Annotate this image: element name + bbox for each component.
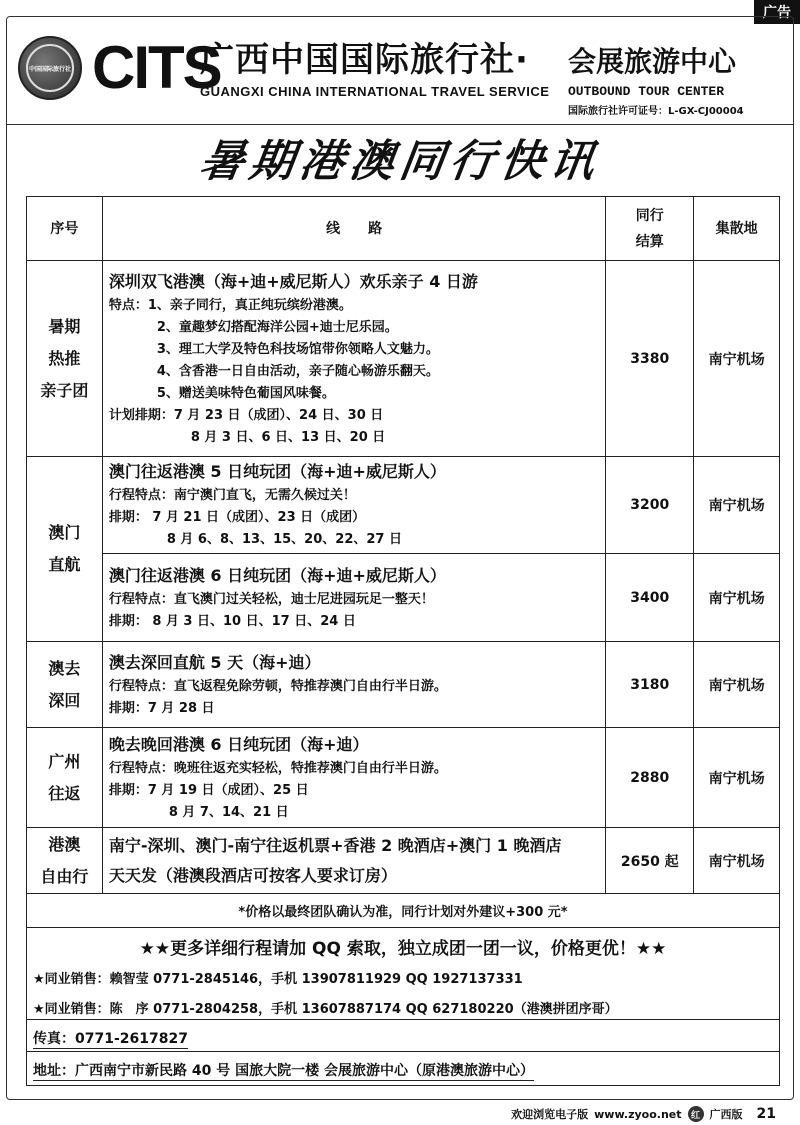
globe-logo-icon	[18, 36, 82, 100]
address-text: 地址：广西南宁市新民路 40 号 国旅大院一楼 会展旅游中心（原港澳旅游中心）	[33, 1060, 534, 1081]
table-row	[27, 554, 780, 642]
table-row	[27, 642, 780, 728]
cits-logo-text: CITS	[92, 34, 221, 101]
price-note: *价格以最终团队确认为准，同行计划对外建议+300 元*	[27, 894, 780, 928]
table-row	[27, 828, 780, 894]
place-cell: 南宁机场	[694, 261, 780, 457]
category-line: 港澳	[48, 834, 81, 854]
routes-table	[26, 196, 780, 928]
route-line: 8 月 3 日、6 日、13 日、20 日	[190, 429, 386, 445]
footer-welcome: 欢迎浏览电子版	[511, 1108, 589, 1121]
route-line: 4、含香港一日自由活动，亲子随心畅游乐翻天。	[156, 363, 439, 379]
route-line: 计划排期：7 月 23 日（成团）、24 日、30 日	[108, 407, 384, 423]
category-line: 澳门	[48, 523, 81, 542]
route-cell	[102, 642, 606, 728]
category-cell	[27, 642, 103, 728]
fax-text: 传真：0771-2617827	[33, 1028, 188, 1049]
route-line: 排期： 8 月 3 日、10 日、17 日、24 日	[108, 613, 356, 629]
category-cell	[27, 728, 103, 828]
page-number: 21	[756, 1106, 776, 1122]
footer-site: www.zyoo.net	[594, 1107, 682, 1121]
price-cell: 3380	[606, 261, 694, 457]
category-line: 澳去	[48, 658, 81, 678]
header-seq: 序号	[27, 197, 103, 261]
price-cell: 3200	[606, 457, 694, 554]
header-price-line2: 结算	[635, 233, 664, 250]
footer-edition: 广西版	[709, 1108, 743, 1121]
category-line: 热推	[48, 348, 81, 368]
page-title: 暑期港澳同行快讯	[196, 136, 604, 187]
route-line: 3、理工大学及特色科技场馆带你领略人文魅力。	[156, 341, 439, 357]
route-title: 深圳双飞港澳（海+迪+威尼斯人）欢乐亲子 4 日游	[108, 271, 478, 291]
ad-tag: 广告	[754, 0, 800, 24]
route-line: 南宁-深圳、澳门-南宁往返机票+香港 2 晚酒店+澳门 1 晚酒店	[108, 835, 562, 855]
route-line: 行程特点：南宁澳门直飞，无需久候过关！	[108, 488, 356, 503]
route-line: 行程特点：晚班往返充实轻松，特推荐澳门自由行半日游。	[108, 760, 447, 776]
address-row	[26, 1052, 780, 1086]
license-number: 国际旅行社许可证号：L-GX-CJ00004	[568, 106, 744, 117]
route-line: 排期： 7 月 21 日（成团）、23 日（成团）	[108, 510, 366, 525]
company-cn-name: 广西中国国际旅行社·	[200, 40, 529, 80]
route-title: 澳门往返港澳 5 日纯玩团（海+迪+威尼斯人）	[108, 462, 446, 481]
edition-badge-icon: 红	[688, 1106, 704, 1122]
category-line: 亲子团	[40, 380, 89, 400]
center-cn-name: 会展旅游中心	[568, 45, 737, 78]
fax-row	[26, 1020, 780, 1052]
footer	[511, 1106, 776, 1122]
category-line: 往返	[48, 783, 81, 803]
route-line: 排期：7 月 28 日	[108, 700, 215, 716]
route-line: 2、童趣梦幻搭配海洋公园+迪士尼乐园。	[156, 319, 398, 335]
table-row	[27, 457, 780, 554]
route-cell	[102, 828, 606, 894]
header-place: 集散地	[694, 197, 780, 261]
route-line: 特点：1、亲子同行，真正纯玩缤纷港澳。	[108, 297, 352, 313]
place-cell: 南宁机场	[694, 642, 780, 728]
sales-contact-2: ★同业销售：陈 序 0771-2804258，手机 13607887174 QQ 627180220（港澳拼团序哥）	[33, 1002, 618, 1017]
header-divider	[6, 124, 794, 125]
route-line: 5、赠送美味特色葡国风味餐。	[156, 385, 335, 401]
route-cell	[102, 728, 606, 828]
route-line: 行程特点：直飞澳门过关轻松，迪士尼进园玩足一整天！	[108, 591, 434, 607]
route-line: 行程特点：直飞返程免除劳顿，特推荐澳门自由行半日游。	[108, 678, 447, 694]
category-line: 自由行	[40, 866, 89, 886]
place-cell: 南宁机场	[694, 728, 780, 828]
center-en-name: OUTBOUND TOUR CENTER	[568, 84, 725, 99]
category-line: 广州	[48, 751, 81, 771]
header	[10, 22, 780, 118]
table-row	[27, 261, 780, 457]
sales-contact-1: ★同业销售：赖智莹 0771-2845146，手机 13907811929 QQ 1927137331	[33, 972, 523, 987]
price-cell: 3180	[606, 642, 694, 728]
route-cell	[102, 554, 606, 642]
header-price-line1: 同行	[635, 207, 664, 224]
category-cell	[27, 828, 103, 894]
price-cell: 2650 起	[606, 828, 694, 894]
route-title: 澳门往返港澳 6 日纯玩团（海+迪+威尼斯人）	[108, 565, 446, 585]
route-title: 晚去晚回港澳 6 日纯玩团（海+迪）	[108, 734, 369, 754]
price-cell: 3400	[606, 554, 694, 642]
table-header-row	[27, 197, 780, 261]
place-cell: 南宁机场	[694, 828, 780, 894]
category-cell	[27, 457, 103, 642]
route-line: 天天发（港澳段酒店可按客人要求订房）	[108, 865, 397, 885]
place-cell: 南宁机场	[694, 457, 780, 554]
route-line: 8 月 7、14、21 日	[168, 804, 289, 820]
contact-block	[26, 928, 780, 1020]
route-line: 排期：7 月 19 日（成团）、25 日	[108, 782, 309, 798]
category-line: 暑期	[48, 316, 81, 336]
category-line: 深回	[48, 690, 81, 710]
price-cell: 2880	[606, 728, 694, 828]
contact-headline: ★★更多详细行程请加 QQ 索取，独立成团一团一议，价格更优！★★	[139, 939, 667, 959]
company-en-name: GUANGXI CHINA INTERNATIONAL TRAVEL SERVICE	[200, 84, 550, 99]
place-cell: 南宁机场	[694, 554, 780, 642]
category-line: 直航	[48, 555, 81, 574]
category-cell	[27, 261, 103, 457]
route-title: 澳去深回直航 5 天（海+迪）	[108, 652, 321, 672]
route-cell	[102, 457, 606, 554]
route-line: 8 月 6、8、13、15、20、22、27 日	[166, 532, 402, 547]
route-cell	[102, 261, 606, 457]
header-route: 线 路	[102, 197, 606, 261]
header-price	[606, 197, 694, 261]
note-row	[27, 894, 780, 928]
table-row	[27, 728, 780, 828]
logo-small-text: 中国国际旅行社	[28, 66, 71, 73]
